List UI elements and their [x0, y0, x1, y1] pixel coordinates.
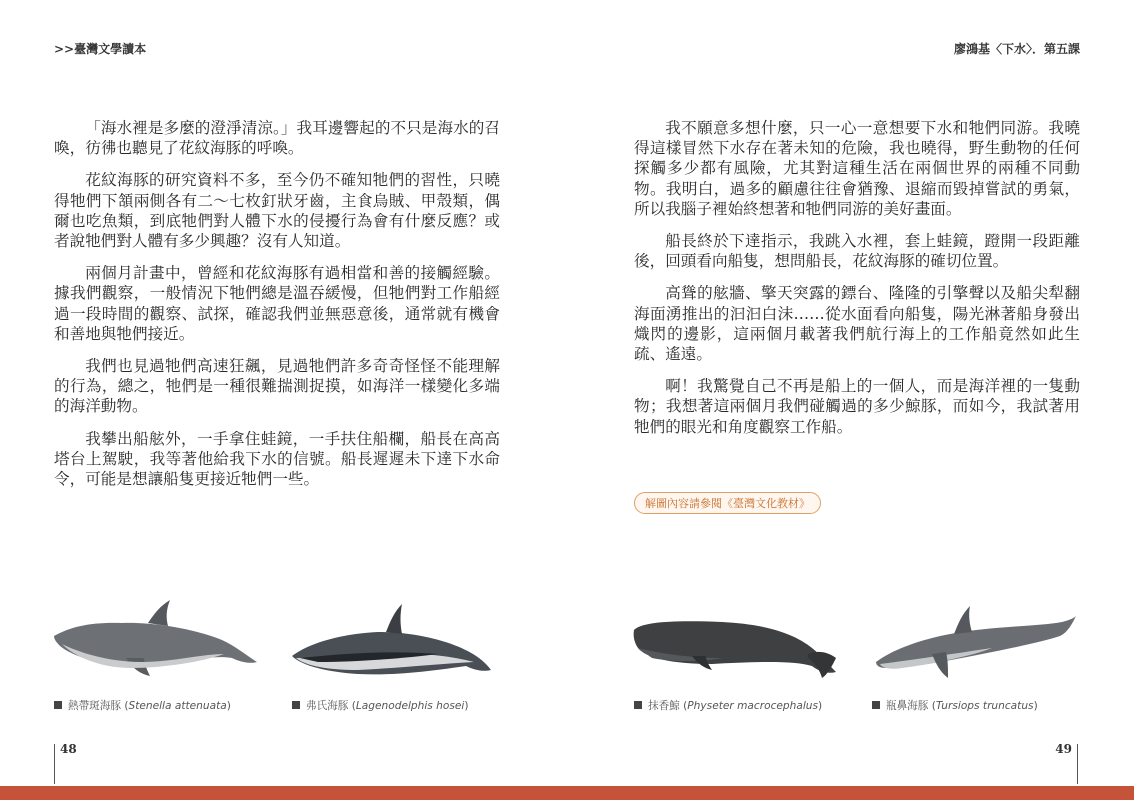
running-header-right: 廖鴻基〈下水〉．第五課	[953, 42, 1080, 56]
caption-bullet-icon	[54, 701, 62, 709]
sperm-whale-illustration	[632, 592, 842, 692]
animal-caption: 熱帶斑海豚 (Stenella attenuata)	[54, 698, 231, 713]
right-page-text	[634, 118, 1080, 449]
animal-caption: 抹香鯨 (Physeter macrocephalus)	[634, 698, 822, 713]
footer-accent-bar	[0, 786, 1134, 800]
left-page-text	[54, 118, 500, 501]
paragraph: 我們也見過牠們高速狂飆，見過牠們許多奇奇怪怪不能理解的行為，總之，牠們是一種很難揣測捉摸，如海洋一樣變化多端的海洋動物。	[54, 357, 500, 416]
paragraph: 我攀出船舷外，一手拿住蛙鏡，一手扶住船欄，船長在高高塔台上駕駛，我等著他給我下水的信號。船長遲遲未下達下水命令，可能是想讓船隻更接近牠們一些。	[54, 429, 500, 489]
caption-bullet-icon	[292, 701, 300, 709]
caption-bullet-icon	[872, 701, 880, 709]
paragraph: 船長終於下達指示，我跳入水裡，套上蛙鏡，蹬開一段距離後，回頭看向船隻，想問船長，花紋海豚的確切位置。	[634, 232, 1080, 271]
bottlenose-dolphin-illustration	[872, 592, 1077, 692]
paragraph: 高聳的舷牆、擎天突露的鏢台、隆隆的引擎聲以及船尖犁翻海面湧推出的汩汩白沫……從水面看向船隻，陽光淋著船身發出熾閃的邊影，這兩個月載著我們航行海上的工作船竟然如此生疏、遙遠。	[634, 284, 1080, 364]
animal-caption: 瓶鼻海豚 (Tursiops truncatus)	[872, 698, 1038, 713]
page-edge-rule	[54, 744, 55, 784]
running-header-left: >>臺灣文學讀本	[54, 42, 147, 56]
spotted-dolphin-illustration	[52, 592, 264, 692]
page-number-left: 48	[60, 742, 77, 756]
caption-bullet-icon	[634, 701, 642, 709]
reference-note-tag: 解圖內容請參閱《臺灣文化教材》	[634, 492, 821, 514]
animal-caption: 弗氏海豚 (Lagenodelphis hosei)	[292, 698, 469, 713]
page-number-right: 49	[1055, 742, 1072, 756]
paragraph: 花紋海豚的研究資料不多，至今仍不確知牠們的習性，只曉得牠們下頷兩側各有二～七枚釘狀牙齒，主食烏賊、甲殼類，偶爾也吃魚類，到底牠們對人體下水的侵擾行為會有什麼反應？或者說牠們對人體有多少興趣？沒有人知道。	[54, 171, 500, 251]
paragraph: 兩個月計畫中，曾經和花紋海豚有過相當和善的接觸經驗。據我們觀察，一般情況下牠們總是溫吞緩慢，但牠們對工作船經過一段時間的觀察、試探，確認我們並無惡意後，通常就有機會和善地與牠們接近。	[54, 264, 500, 343]
paragraph: 啊！我驚覺自己不再是船上的一個人，而是海洋裡的一隻動物；我想著這兩個月我們碰觸過的多少鯨豚，而如今，我試著用牠們的眼光和角度觀察工作船。	[634, 377, 1080, 436]
paragraph: 我不願意多想什麼，只一心一意想要下水和牠們同游。我曉得這樣冒然下水存在著未知的危險，我也曉得，野生動物的任何探觸多少都有風險，尤其對這種生活在兩個世界的兩種不同動物。我明白，過多的顧慮往往會猶豫、退縮而毀掉嘗試的勇氣，所以我腦子裡始終想著和牠們同游的美好畫面。	[634, 119, 1080, 218]
page-edge-rule	[1077, 744, 1078, 784]
frasers-dolphin-illustration	[288, 592, 493, 692]
paragraph: 「海水裡是多麼的澄淨清涼。」我耳邊響起的不只是海水的召喚，彷彿也聽見了花紋海豚的呼喚。	[54, 119, 500, 158]
